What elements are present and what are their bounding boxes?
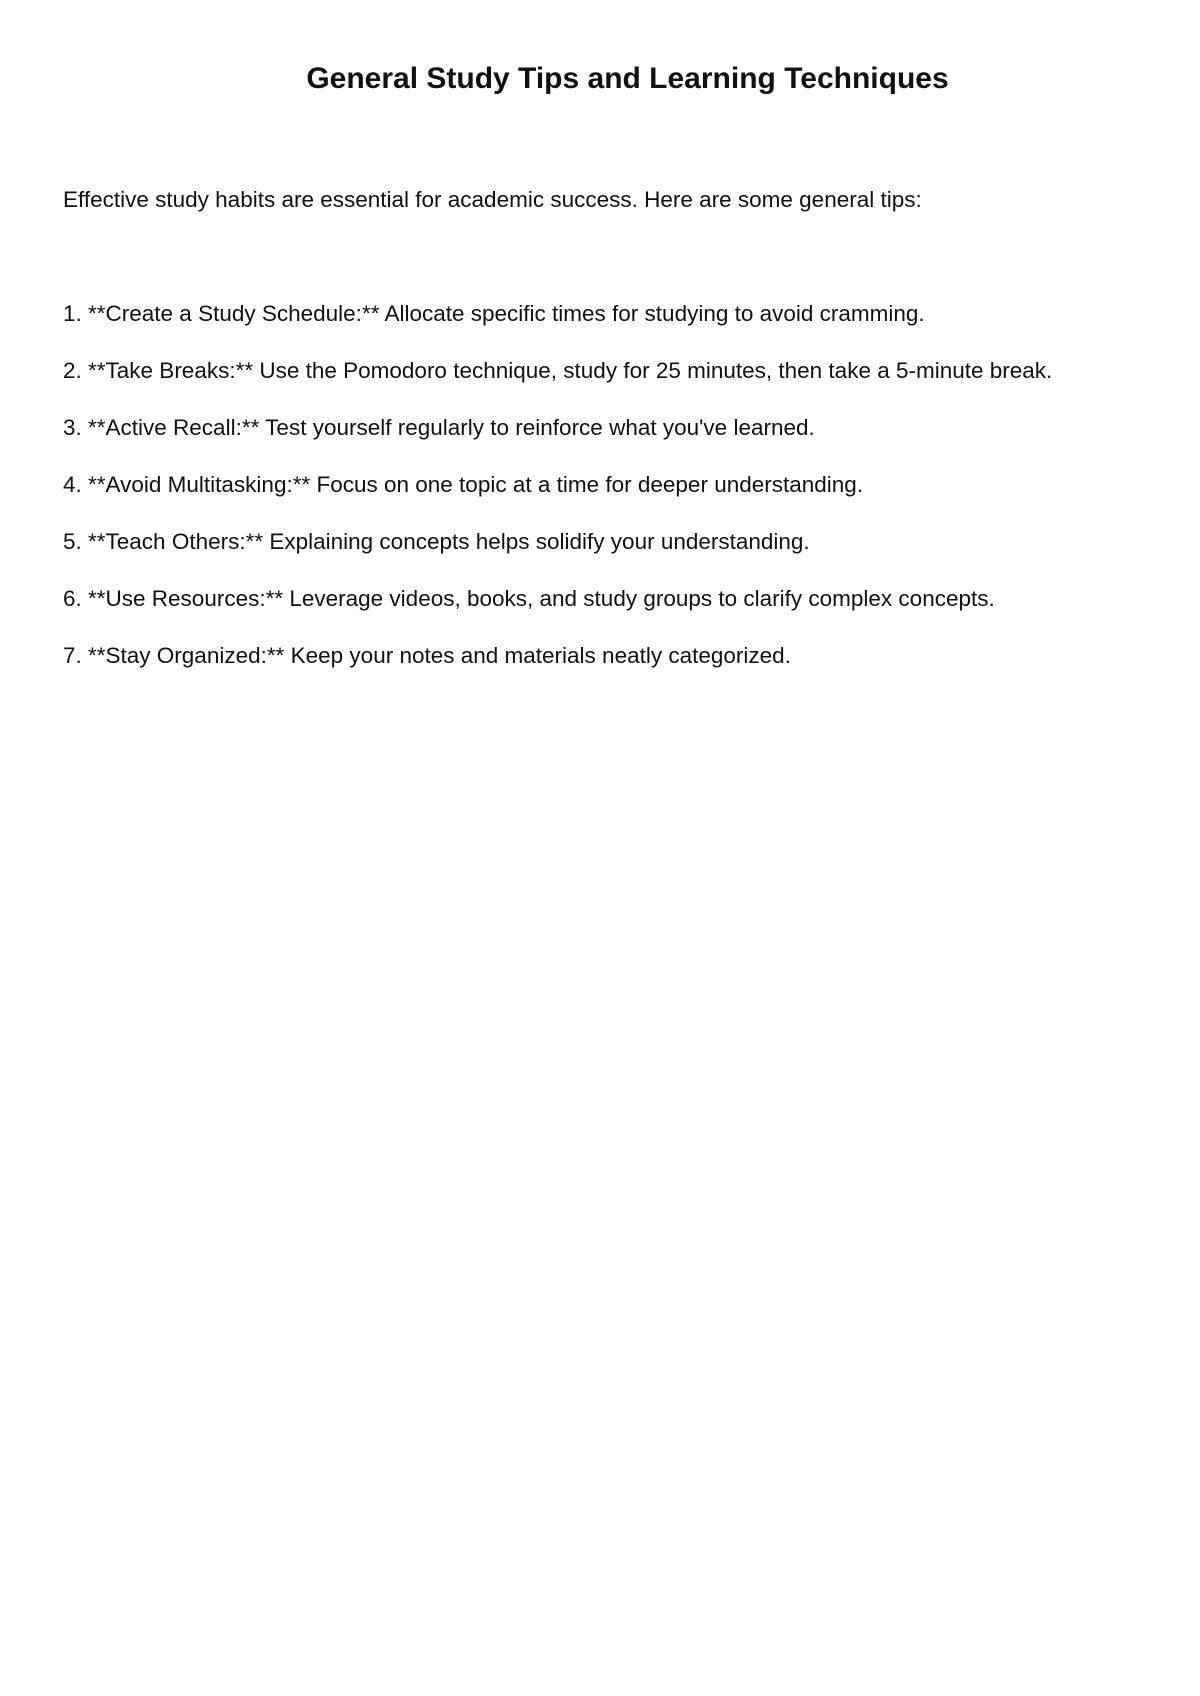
list-item: 3. **Active Recall:** Test yourself regularly to reinforce what you've learned. [63,415,815,440]
list-item: 2. **Take Breaks:** Use the Pomodoro technique, study for 25 minutes, then take a 5-minute break. [63,358,1053,383]
list-item: 1. **Create a Study Schedule:** Allocate specific times for studying to avoid cramming. [63,301,925,326]
list-item: 6. **Use Resources:** Leverage videos, books, and study groups to clarify complex concepts. [63,586,995,611]
intro-paragraph: Effective study habits are essential for academic success. Here are some general tips: [63,187,922,212]
list-item: 4. **Avoid Multitasking:** Focus on one topic at a time for deeper understanding. [63,472,864,497]
list-item: 5. **Teach Others:** Explaining concepts helps solidify your understanding. [63,529,810,554]
tips-list [63,300,1052,699]
list-item: 7. **Stay Organized:** Keep your notes and materials neatly categorized. [63,643,791,668]
document-title: General Study Tips and Learning Techniques [306,62,949,95]
